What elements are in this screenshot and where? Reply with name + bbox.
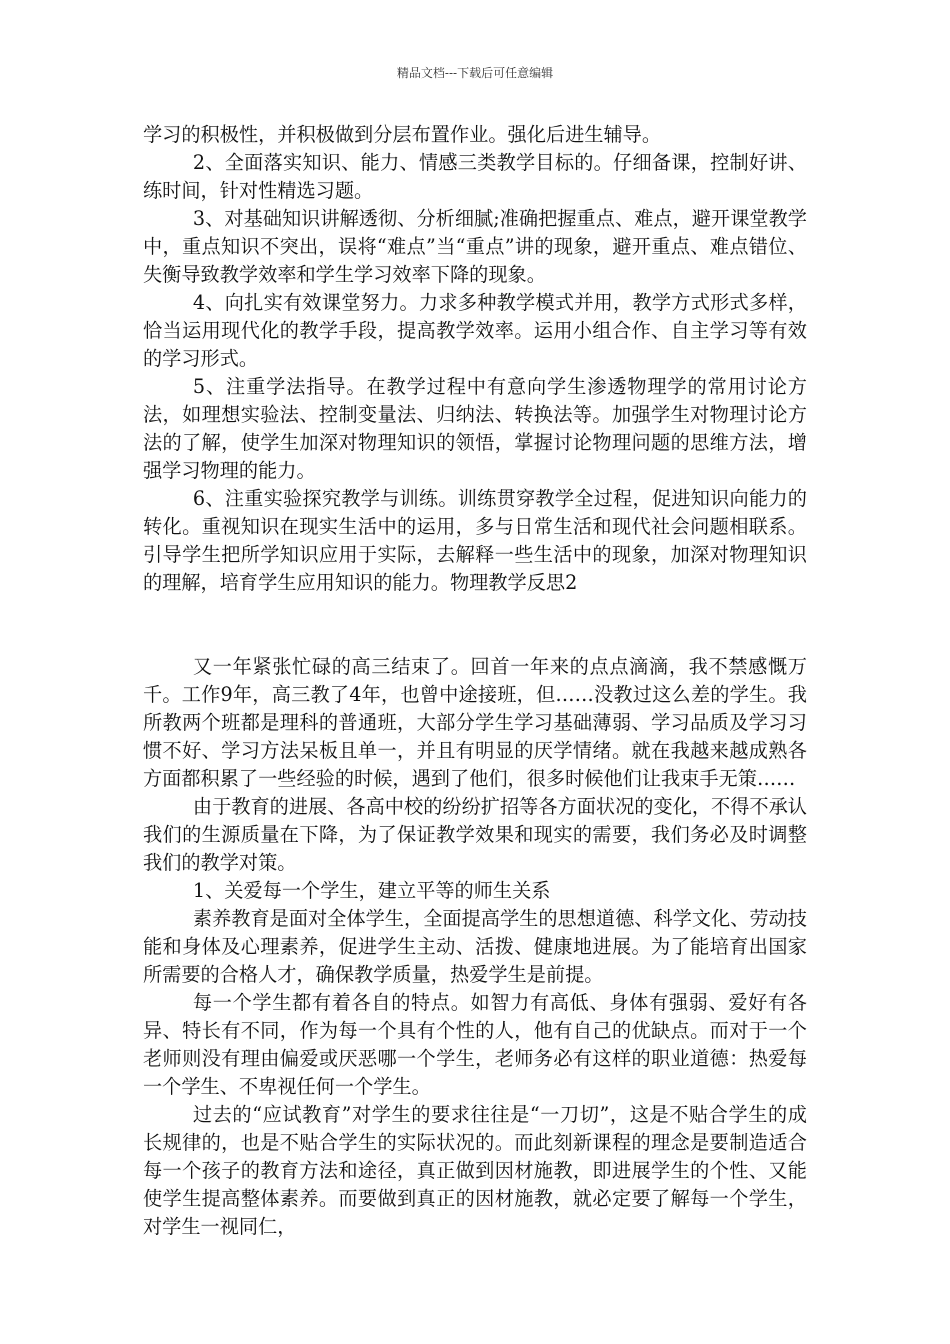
paragraph: 6、注重实验探究教学与训练。训练贯穿教学全过程，促进知识向能力的转化。重视知识在现实生活中的运用，多与日常生活和现代社会问题相联系。引导学生把所学知识应用于实际，去解释一些生活中的现象，加深对物理知识的理解，培育学生应用知识的能力。物理教学反思2 [143, 487, 807, 594]
paragraph: 5、注重学法指导。在教学过程中有意向学生渗透物理学的常用讨论方法，如理想实验法、控制变量法、归纳法、转换法等。加强学生对物理讨论方法的了解，使学生加深对物理知识的领悟，掌握讨论物理问题的思维方法，增强学习物理的能力。 [143, 375, 807, 482]
paragraph: 3、对基础知识讲解透彻、分析细腻;准确把握重点、难点，避开课堂教学中，重点知识不突出，误将“难点”当“重点”讲的现象，避开重点、难点错位、失衡导致教学效率和学生学习效率下降的现象。 [143, 207, 807, 286]
paragraph: 2、全面落实知识、能力、情感三类教学目标的。仔细备课，控制好讲、练时间，针对性精选习题。 [143, 151, 807, 202]
paragraph: 由于教育的进展、各高中校的纷纷扩招等各方面状况的变化，不得不承认我们的生源质量在下降，为了保证教学效果和现实的需要，我们务必及时调整我们的教学对策。 [143, 795, 807, 874]
paragraph: 4、向扎实有效课堂努力。力求多种教学模式并用，教学方式形式多样，恰当运用现代化的教学手段，提高教学效率。运用小组合作、自主学习等有效的学习形式。 [143, 291, 807, 370]
page-header: 精品文档---下载后可任意编辑 [396, 66, 554, 80]
paragraph: 又一年紧张忙碌的高三结束了。回首一年来的点点滴滴，我不禁感慨万千。工作9年，高三教了4年，也曾中途接班，但……没教过这么差的学生。我所教两个班都是理科的普通班，大部分学生学习基础薄弱、学习品质及学习习惯不好、学习方法呆板且单一，并且有明显的厌学情绪。就在我越来越成熟各方面都积累了一些经验的时候，遇到了他们，很多时候他们让我束手无策…… [143, 655, 807, 790]
paragraph: 每一个学生都有着各自的特点。如智力有高低、身体有强弱、爱好有各异、特长有不同，作为每一个具有个性的人，他有自己的优缺点。而对于一个老师则没有理由偏爱或厌恶哪一个学生，老师务必有这样的职业道德：热爱每一个学生、不卑视任何一个学生。 [143, 991, 807, 1098]
section-gap [143, 597, 807, 653]
paragraph: 学习的积极性，并积极做到分层布置作业。强化后进生辅导。 [143, 123, 662, 146]
document-body [143, 121, 807, 1241]
paragraph: 1、关爱每一个学生，建立平等的师生关系 [192, 879, 551, 902]
paragraph: 过去的“应试教育”对学生的要求往往是“一刀切”，这是不贴合学生的成长规律的，也是不贴合学生的实际状况的。而此刻新课程的理念是要制造适合每一个孩子的教育方法和途径，真正做到因材施教，即进展学生的个性、又能使学生提高整体素养。而要做到真正的因材施教，就必定要了解每一个学生，对学生一视同仁， [143, 1103, 807, 1238]
paragraph: 素养教育是面对全体学生，全面提高学生的思想道德、科学文化、劳动技能和身体及心理素养，促进学生主动、活拨、健康地进展。为了能培育出国家所需要的合格人才，确保教学质量，热爱学生是前提。 [143, 907, 807, 986]
